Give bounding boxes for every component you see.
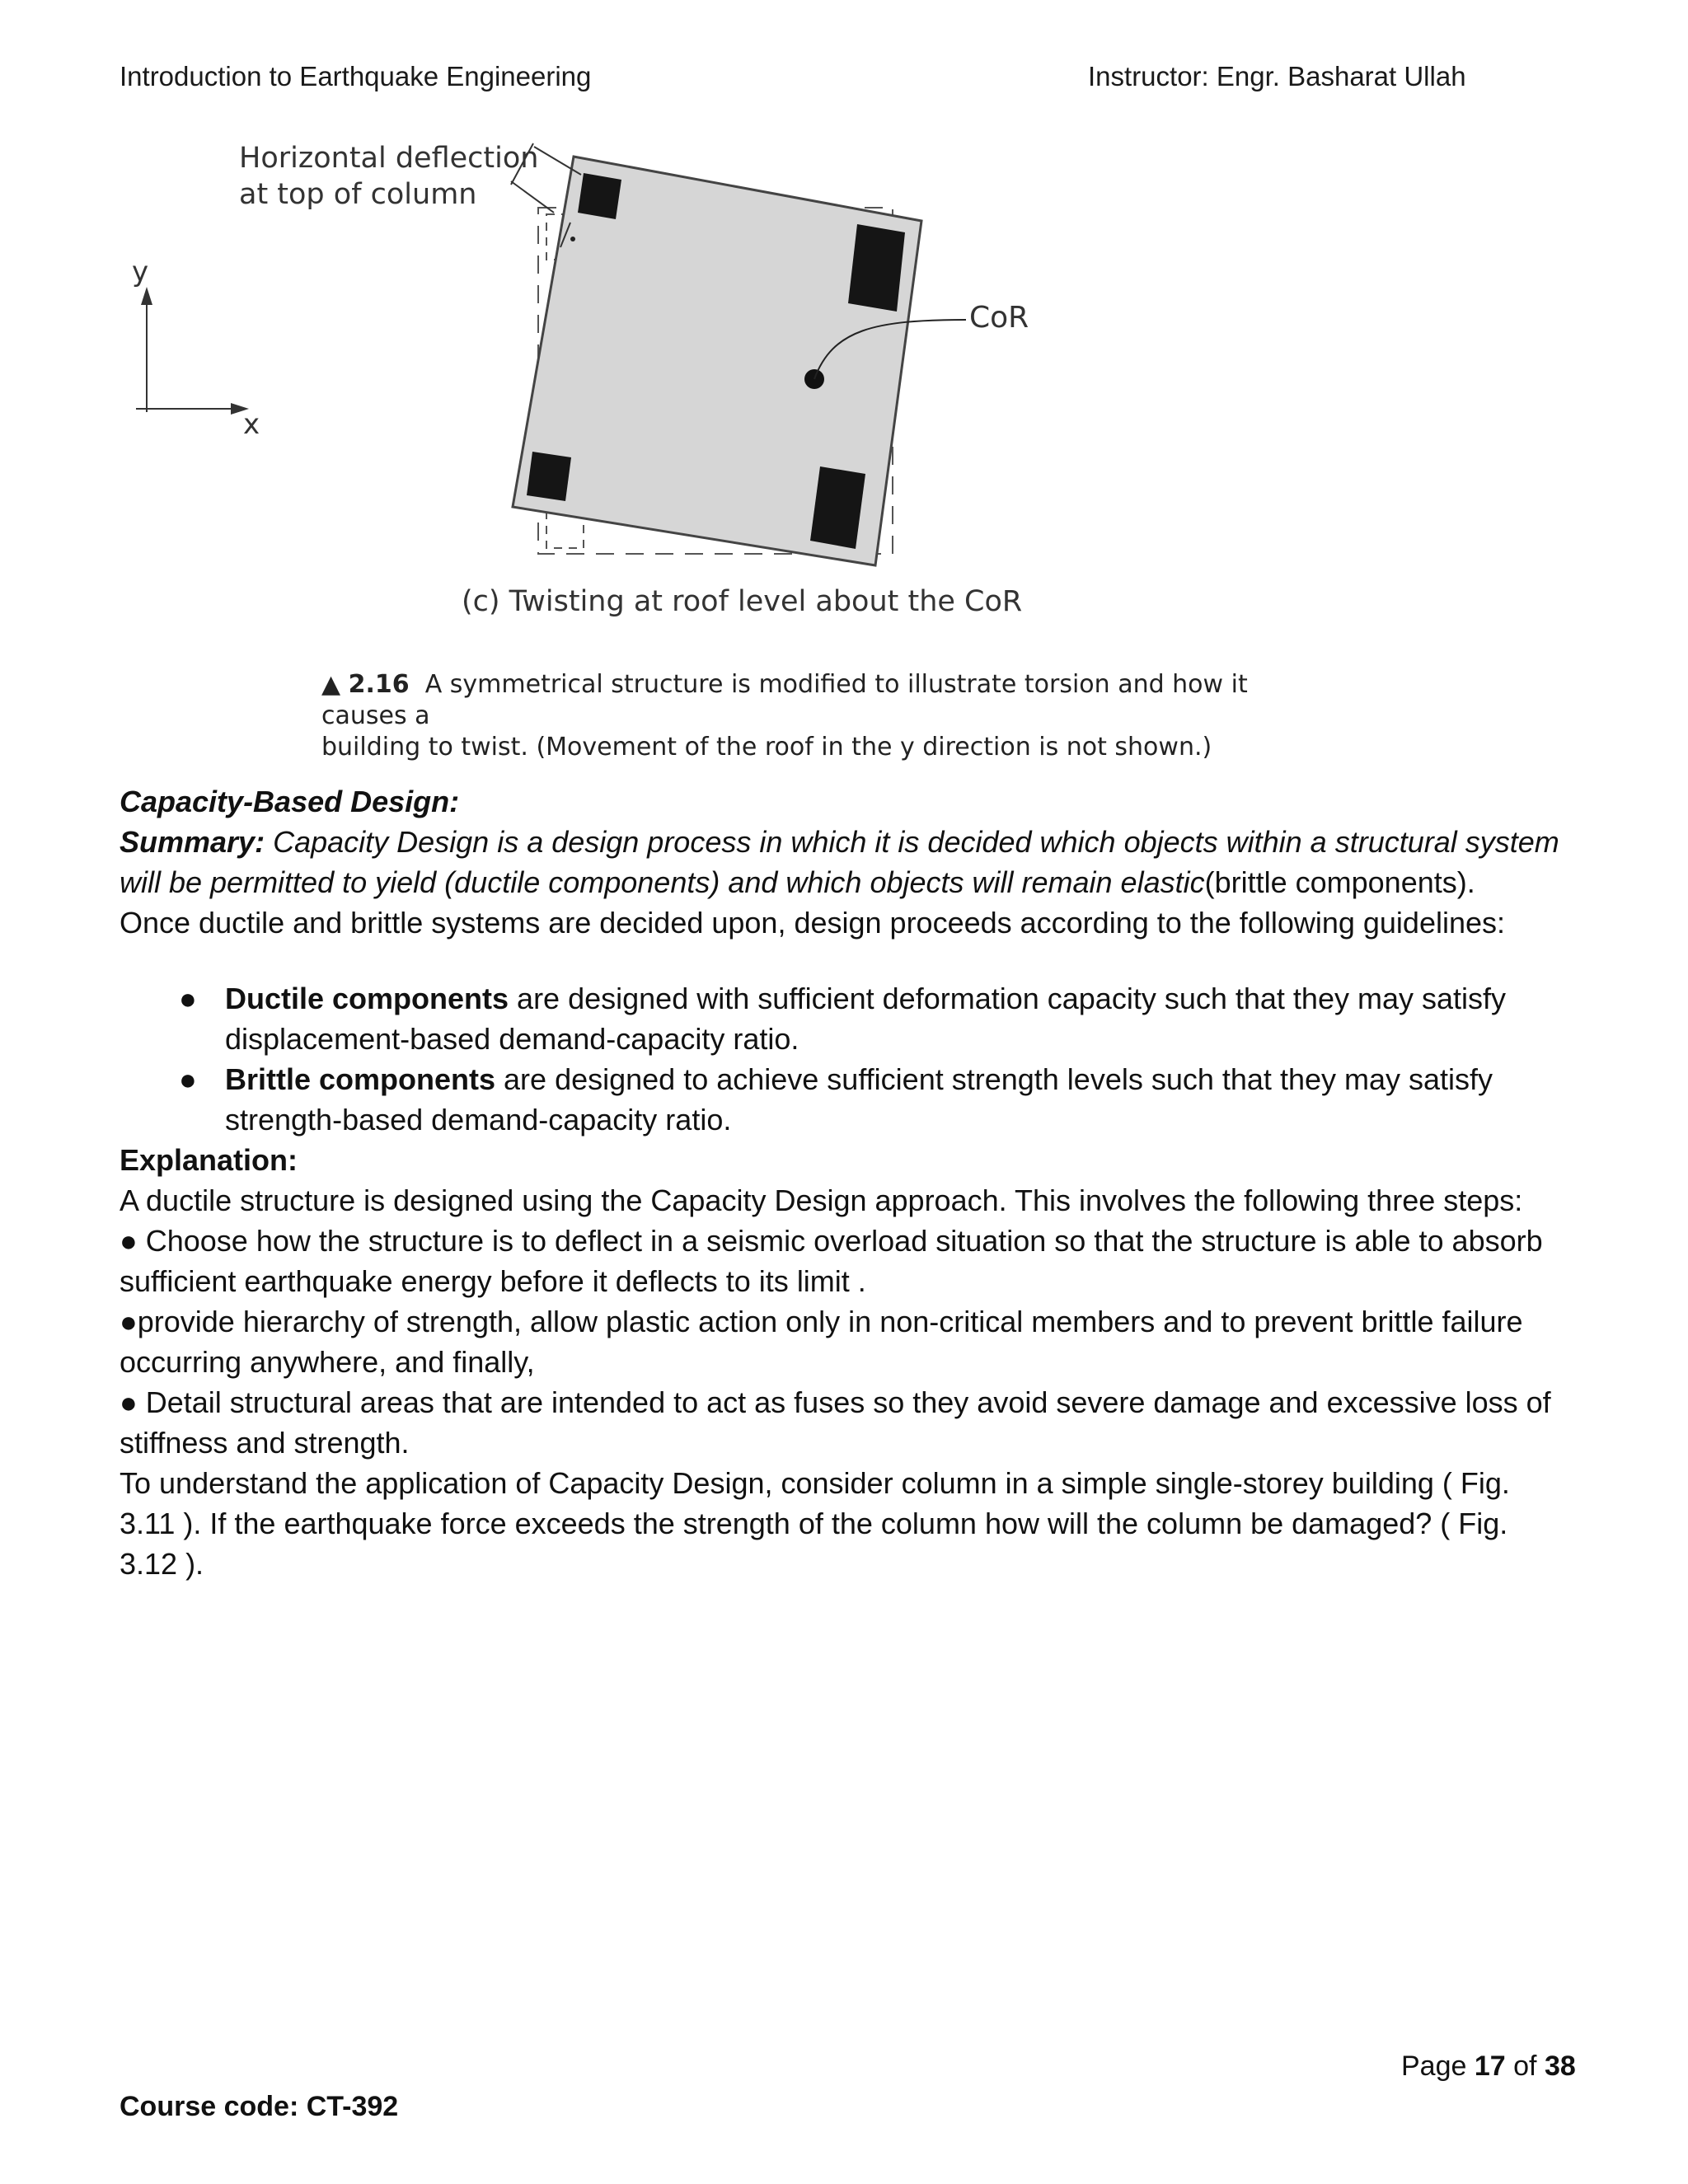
caption-line2: building to twist. (Movement of the roof in the y direction is not shown.) (321, 733, 1212, 762)
summary-paragraph (120, 822, 1570, 943)
summary-label: Summary: (120, 825, 265, 859)
explanation-intro: A ductile structure is designed using the Capacity Design approach. This involves the following three steps: (120, 1183, 1523, 1217)
closing-paragraph: To understand the application of Capacity Design, consider column in a simple single-storey building ( Fig. 3.11 ). If the earthquake force exceeds the strength of the column how will the column be damaged? ( Fig. 3.12 ). (120, 1466, 1510, 1581)
step-item: ●provide hierarchy of strength, allow plastic action only in non-critical members and to prevent brittle failure occurring anywhere, and finally, (120, 1305, 1523, 1379)
torsion-diagram (115, 132, 1352, 758)
step-item: ● Detail structural areas that are intended to act as fuses so they avoid severe damage and excessive loss of stiffness and strength. (120, 1385, 1551, 1460)
deflection-label-line1: Horizontal deflection (239, 142, 539, 175)
list-item (179, 978, 1570, 1059)
axes-icon (136, 287, 249, 415)
summary-text: Capacity Design is a design process in which it is decided which objects within a structural system will be permitted to yield (ductile components) and which objects will remain elastic (120, 825, 1559, 899)
bullet-icon: ● (179, 982, 197, 1015)
caption-triangle-icon: ▲ (321, 670, 341, 699)
page-number (1401, 2050, 1576, 2083)
summary-plain: (brittle components). (1204, 865, 1475, 899)
header-instructor: Instructor: Engr. Basharat Ullah (1088, 61, 1466, 91)
bullet-icon: ● (179, 1062, 197, 1096)
bullet-text: are designed with sufficient deformation capacity such that they may satisfy displacement-based demand-capacity ratio. (225, 982, 1507, 1056)
section-title: Capacity-Based Design: (120, 785, 460, 818)
page-of: of (1505, 2050, 1545, 2082)
bullet-text: are designed to achieve sufficient strength levels such that they may satisfy strength-based demand-capacity ratio. (225, 1062, 1493, 1137)
page-prefix: Page (1401, 2050, 1475, 2082)
subcaption: (c) Twisting at roof level about the CoR (462, 585, 1023, 618)
bullet-bold: Ductile components (225, 982, 509, 1015)
figure-2-16 (115, 132, 1352, 762)
capacity-design-section (120, 781, 1570, 1584)
caption-number: 2.16 (348, 670, 410, 699)
caption-line1: A symmetrical structure is modified to illustrate torsion and how it causes a (321, 670, 1248, 730)
page-current: 17 (1474, 2050, 1506, 2082)
explanation-title: Explanation: (120, 1143, 298, 1177)
deflection-label (239, 140, 538, 213)
axis-x-label: x (243, 408, 260, 441)
step-item: ● Choose how the structure is to deflect in a seismic overload situation so that the structure is able to absorb sufficient earthquake energy before it deflects to its limit . (120, 1224, 1543, 1298)
course-code: Course code: CT-392 (120, 2091, 399, 2122)
guidelines-list (120, 978, 1570, 1140)
figure-caption (321, 669, 1311, 763)
axis-y-label: y (132, 255, 149, 288)
page-total: 38 (1544, 2050, 1576, 2082)
header-course-title: Introduction to Earthquake Engineering (120, 61, 592, 91)
list-item (179, 1059, 1570, 1140)
deflection-label-line2: at top of column (239, 178, 477, 211)
bullet-bold: Brittle components (225, 1062, 496, 1096)
cor-label: CoR (969, 301, 1029, 335)
summary-line2: Once ductile and brittle systems are decided upon, design proceeds according to the following guidelines: (120, 906, 1506, 940)
